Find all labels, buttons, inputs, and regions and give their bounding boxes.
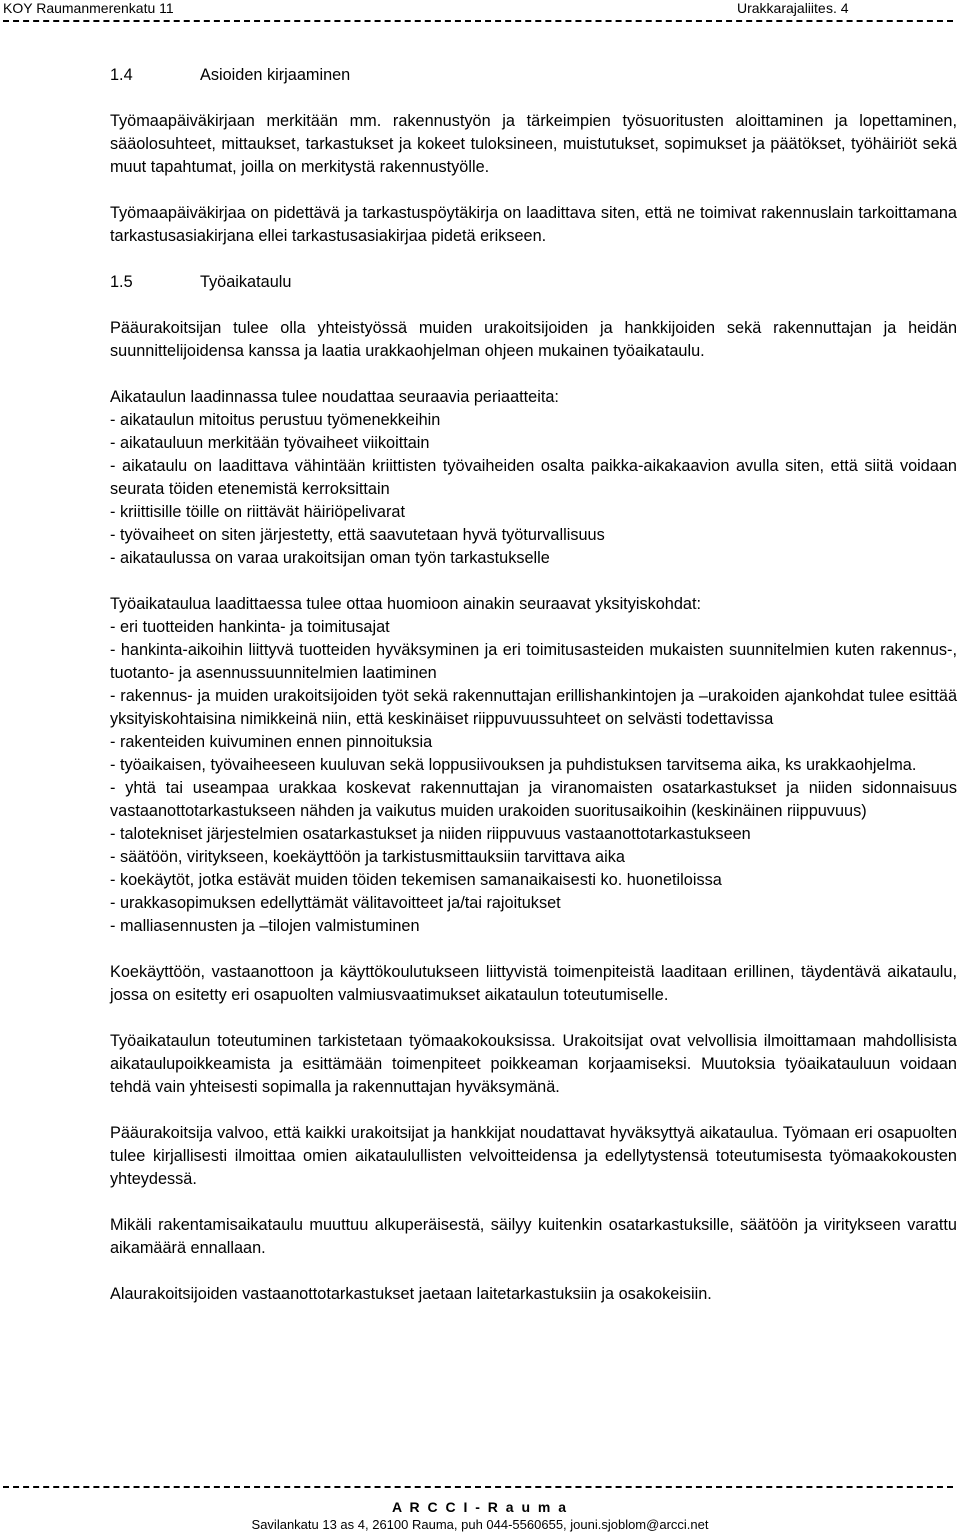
paragraph: Koekäyttöön, vastaanottoon ja käyttökoulutukseen liittyvistä toimenpiteistä laaditaan erillinen, täydentävä aikataulu, jossa on esitetty eri osapuolten valmiusvaatimukset aikataulun toteutumiselle. [110, 963, 957, 1004]
list-item: - yhtä tai useampaa urakkaa koskevat rakennuttajan ja viranomaisten osatarkastukset ja niiden sidonnaisuus vastaanottotarkastukseen nähden ja vaikutus muiden urakoiden suoritusaikoihin (keskinäinen riippuvuus) [110, 779, 957, 820]
list-item: - urakkasopimuksen edellyttämät välitavoitteet ja/tai rajoitukset [110, 894, 561, 912]
section-heading-1-5 [110, 271, 957, 294]
paragraph: Pääurakoitsijan tulee olla yhteistyössä muiden urakoitsijoiden ja hankkijoiden sekä rakennuttajan ja heidän suunnittelijoidensa kanssa ja laatia urakkaohjelman ohjeen mukainen työaikataulu. [110, 319, 957, 360]
section-number: 1.4 [110, 66, 133, 84]
footer-address: Savilankatu 13 as 4, 26100 Rauma, puh 044-5560655, jouni.sjoblom@arcci.net [251, 1517, 709, 1532]
paragraph: Työmaapäiväkirjaan merkitään mm. rakennustyön ja tärkeimpien työsuoritusten aloittaminen ja lopettaminen, sääolosuhteet, mittaukset, tarkastukset ja kokeet tuloksineen, muistutukset, sopimukset ja päätökset, työhäiriöt sekä muut tapahtumat, joilla on merkitystä rakennustyölle. [110, 112, 957, 176]
paragraph: Työaikataulun toteutuminen tarkistetaan työmaakokouksissa. Urakoitsijat ovat velvollisia ilmoittamaan mahdollisista aikataulupoikkeamista ja esittämään toimenpiteet poikkeaman korjaamiseksi. Muutoksia työaikatauluun voidaan tehdä vain yhteisesti sopimalla ja rakennuttajan hyväksymänä. [110, 1032, 957, 1096]
list-item: - malliasennusten ja –tilojen valmistuminen [110, 917, 420, 935]
list-item: - säätöön, viritykseen, koekäyttöön ja tarkistusmittauksiin tarvittava aika [110, 848, 625, 866]
list-item: - eri tuotteiden hankinta- ja toimitusajat [110, 618, 390, 636]
paragraph: Pääurakoitsija valvoo, että kaikki urakoitsijat ja hankkijat noudattavat hyväksyttyä aikataulua. Työmaan eri osapuolten tulee kirjallisesti ilmoittaa omien aikataulullisten velvoitteidensa ja edellytystensä toteutumisesta työmaakokousten yhteydessä. [110, 1124, 957, 1188]
list-intro: Työaikataulua laadittaessa tulee ottaa huomioon ainakin seuraavat yksityiskohdat: [110, 595, 702, 613]
section-heading-1-4 [110, 64, 957, 87]
list-item: - hankinta-aikoihin liittyvä tuotteiden hyväksyminen ja eri toimitusasteiden mukaisten suunnitelmien kuten rakennus-, tuotanto- ja asennussuunnitelmien laatiminen [110, 641, 957, 682]
page-footer [0, 1499, 960, 1532]
footer-organization: A R C C I - R a u m a [391, 1499, 569, 1515]
list-item: - koekäytöt, jotka estävät muiden töiden tekemisen samanaikaisesti ko. huonetiloissa [110, 871, 722, 889]
list-item: - rakennus- ja muiden urakoitsijoiden työt sekä rakennuttajan erillishankintojen ja –urakoiden ajankohdat tulee esittää yksityiskohtaisina nimikkeinä niin, että keskinäiset riippuvuussuhteet on selvästi todettavissa [110, 687, 957, 728]
paragraph: Mikäli rakentamisaikataulu muuttuu alkuperäisestä, säilyy kuitenkin osatarkastuksille, säätöön ja viritykseen varattu aikamäärä ennallaan. [110, 1216, 957, 1257]
footer-divider [3, 1486, 953, 1488]
details-list [110, 593, 957, 938]
header-page-number: s. 4 [826, 0, 849, 16]
list-item: - työvaiheet on siten järjestetty, että saavutetaan hyvä työturvallisuus [110, 526, 605, 544]
list-item: - aikataulussa on varaa urakoitsijan oman työn tarkastukselle [110, 549, 550, 567]
list-intro: Aikataulun laadinnassa tulee noudattaa seuraavia periaatteita: [110, 388, 559, 406]
header-document: Urakkarajaliite [737, 0, 826, 16]
document-body [110, 64, 957, 1329]
list-item: - aikataulun mitoitus perustuu työmenekkeihin [110, 411, 441, 429]
section-title: Työaikataulu [200, 273, 292, 291]
list-item: - aikataulu on laadittava vähintään kriittisten työvaiheiden osalta paikka-aikakaavion avulla siten, että siitä voidaan seurata töiden etenemistä kerroksittain [110, 457, 957, 498]
list-item: - rakenteiden kuivuminen ennen pinnoituksia [110, 733, 433, 751]
list-item: - työaikaisen, työvaiheeseen kuuluvan sekä loppusiivouksen ja puhdistuksen tarvitsema aika, ks urakkaohjelma. [110, 756, 917, 774]
paragraph: Alaurakoitsijoiden vastaanottotarkastukset jaetaan laitetarkastuksiin ja osakokeisiin. [110, 1285, 712, 1303]
paragraph: Työmaapäiväkirjaa on pidettävä ja tarkastuspöytäkirja on laadittava siten, että ne toimivat rakennuslain tarkoittamana tarkastusasiakirjana ellei tarkastusasiakirjaa pidetä erikseen. [110, 204, 957, 245]
header-company: KOY Raumanmerenkatu 11 [3, 0, 174, 16]
page-header [3, 0, 957, 22]
principles-list [110, 386, 957, 570]
header-divider [3, 20, 953, 22]
section-title: Asioiden kirjaaminen [200, 66, 351, 84]
list-item: - aikatauluun merkitään työvaiheet viikoittain [110, 434, 430, 452]
section-number: 1.5 [110, 273, 133, 291]
list-item: - kriittisille töille on riittävät häiriöpelivarat [110, 503, 405, 521]
list-item: - talotekniset järjestelmien osatarkastukset ja niiden riippuvuus vastaanottotarkastukseen [110, 825, 751, 843]
